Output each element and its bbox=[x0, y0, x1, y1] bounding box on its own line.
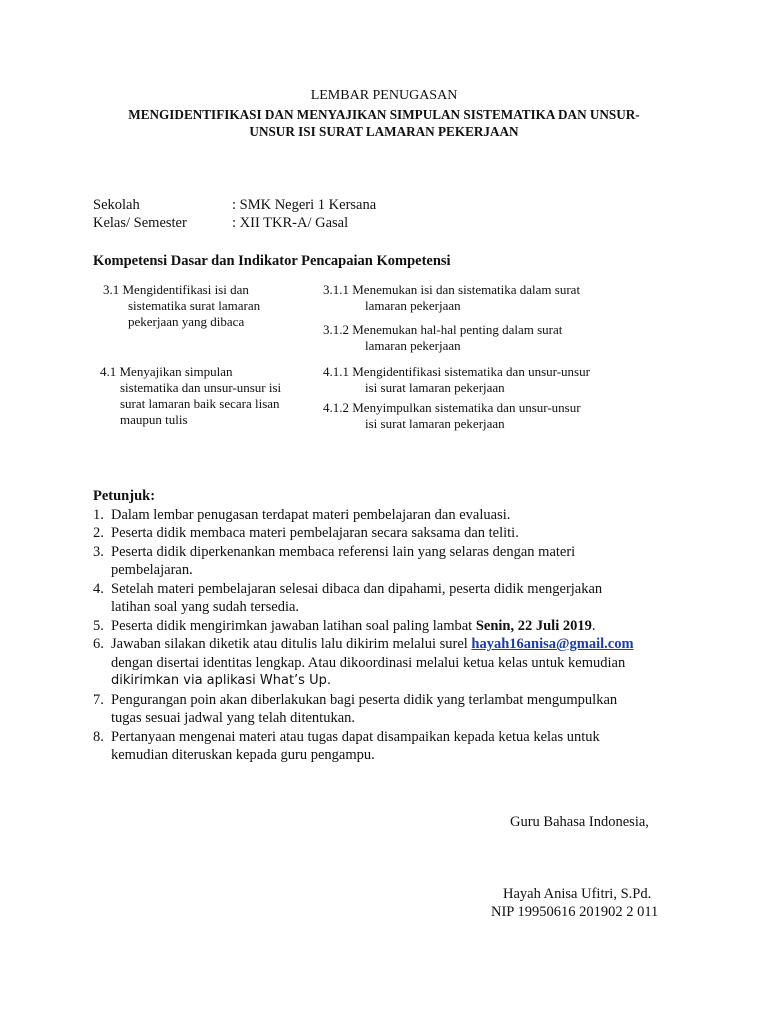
instruction-item-1 bbox=[93, 506, 634, 525]
document-title: LEMBAR PENUGASAN bbox=[310, 88, 458, 103]
instruction-text-6c: dikirimkan via aplikasi What’s Up. bbox=[111, 673, 331, 688]
instruction-text-6a: Jawaban silakan diketik atau ditulis lalu dikirim melalui surel bbox=[111, 636, 472, 652]
instruction-item-3 bbox=[93, 543, 634, 562]
document-subtitle-line1: MENGIDENTIFIKASI DAN MENYAJIKAN SIMPULAN SISTEMATIKA DAN UNSUR- bbox=[128, 107, 640, 122]
indicator-3-1-2-line2: lamaran pekerjaan bbox=[365, 338, 461, 353]
instruction-number-4: 4. bbox=[93, 580, 104, 597]
instruction-text-6b: dengan disertai identitas lengkap. Atau dikoordinasi melalui ketua kelas untuk kemudian bbox=[111, 654, 626, 671]
kd-3-1 bbox=[103, 282, 260, 330]
kd-4-1-line1: 4.1 Menyajikan simpulan bbox=[100, 364, 233, 379]
kd-3-1-line3: pekerjaan yang dibaca bbox=[128, 314, 245, 329]
indicator-3-1-2 bbox=[323, 322, 562, 354]
instruction-item-6 bbox=[93, 635, 634, 654]
instruction-number-8: 8. bbox=[93, 728, 104, 745]
instruction-text-3b: pembelajaran. bbox=[111, 562, 193, 578]
email-link[interactable]: hayah16anisa@gmail.com bbox=[471, 636, 634, 652]
indicator-4-1-1-line1: 4.1.1 Mengidentifikasi sistematika dan unsur-unsur bbox=[323, 364, 590, 379]
instructions-section bbox=[93, 487, 634, 765]
instruction-item-5 bbox=[93, 617, 634, 636]
instruction-number-5: 5. bbox=[93, 617, 104, 634]
kd-4-1 bbox=[100, 364, 281, 428]
instruction-number-2: 2. bbox=[93, 525, 104, 541]
indicator-3-1-1-line1: 3.1.1 Menemukan isi dan sistematika dalam surat bbox=[323, 282, 581, 297]
signature-role: Guru Bahasa Indonesia, bbox=[510, 814, 649, 830]
kd-4-1-line3: surat lamaran baik secara lisan bbox=[120, 396, 280, 411]
class-label: Kelas/ Semester bbox=[93, 215, 187, 231]
school-label: Sekolah bbox=[93, 197, 140, 213]
instruction-item-7 bbox=[93, 691, 634, 710]
instruction-text-4a: Setelah materi pembelajaran selesai dibaca dan dipahami, peserta didik mengerjakan bbox=[111, 580, 603, 597]
instruction-number-7: 7. bbox=[93, 691, 104, 708]
instruction-text-5c: . bbox=[591, 617, 596, 634]
kd-4-1-line2: sistematika dan unsur-unsur isi bbox=[120, 380, 282, 395]
instruction-text-7a: Pengurangan poin akan diberlakukan bagi peserta didik yang terlambat mengumpulkan bbox=[111, 691, 618, 708]
instruction-item-8 bbox=[93, 728, 634, 747]
instruction-text-7b: tugas sesuai jadwal yang telah ditentukan. bbox=[111, 710, 356, 726]
instruction-item-4 bbox=[93, 580, 634, 599]
school-value: : SMK Negeri 1 Kersana bbox=[232, 197, 377, 213]
instruction-text-2: Peserta didik membaca materi pembelajaran secara saksama dan teliti. bbox=[111, 525, 519, 541]
indicator-4-1-2 bbox=[323, 400, 581, 432]
indicator-3-1-1 bbox=[323, 282, 580, 314]
indicator-4-1-2-line1: 4.1.2 Menyimpulkan sistematika dan unsur-unsur bbox=[323, 400, 581, 415]
deadline-date: Senin, 22 Juli 2019 bbox=[475, 617, 592, 634]
instruction-text-8a: Pertanyaan mengenai materi atau tugas dapat disampaikan kepada ketua kelas untuk bbox=[111, 728, 600, 745]
instruction-text-3a: Peserta didik diperkenankan membaca referensi lain yang selaras dengan materi bbox=[111, 543, 576, 560]
competency-heading: Kompetensi Dasar dan Indikator Pencapaian Kompetensi bbox=[93, 253, 451, 269]
document-subtitle-line2: UNSUR ISI SURAT LAMARAN PEKERJAAN bbox=[249, 124, 519, 139]
kd-4-1-line4: maupun tulis bbox=[120, 412, 188, 427]
instruction-number-6: 6. bbox=[93, 636, 104, 652]
instruction-text-4b: latihan soal yang sudah tersedia. bbox=[111, 599, 300, 615]
indicator-4-1-2-line2: isi surat lamaran pekerjaan bbox=[365, 416, 505, 431]
instruction-number-3: 3. bbox=[93, 543, 104, 560]
instruction-text-1: Dalam lembar penugasan terdapat materi pembelajaran dan evaluasi. bbox=[111, 506, 511, 523]
instructions-heading: Petunjuk: bbox=[93, 488, 156, 504]
signature-nip: NIP 19950616 201902 2 011 bbox=[491, 904, 659, 920]
instruction-text-5a: Peserta didik mengirimkan jawaban latihan soal paling lambat bbox=[111, 617, 476, 634]
instruction-item-2 bbox=[93, 524, 634, 543]
kd-3-1-line1: 3.1 Mengidentifikasi isi dan bbox=[103, 282, 249, 297]
signature-name: Hayah Anisa Ufitri, S.Pd. bbox=[503, 886, 652, 902]
indicator-3-1-2-line1: 3.1.2 Menemukan hal-hal penting dalam surat bbox=[323, 322, 563, 337]
instruction-number-1: 1. bbox=[93, 506, 104, 523]
class-value: : XII TKR-A/ Gasal bbox=[232, 215, 349, 231]
kd-3-1-line2: sistematika surat lamaran bbox=[128, 298, 261, 313]
instruction-text-8b: kemudian diteruskan kepada guru pengampu. bbox=[111, 747, 375, 763]
indicator-3-1-1-line2: lamaran pekerjaan bbox=[365, 298, 461, 313]
indicator-4-1-1 bbox=[323, 364, 590, 396]
indicator-4-1-1-line2: isi surat lamaran pekerjaan bbox=[365, 380, 505, 395]
